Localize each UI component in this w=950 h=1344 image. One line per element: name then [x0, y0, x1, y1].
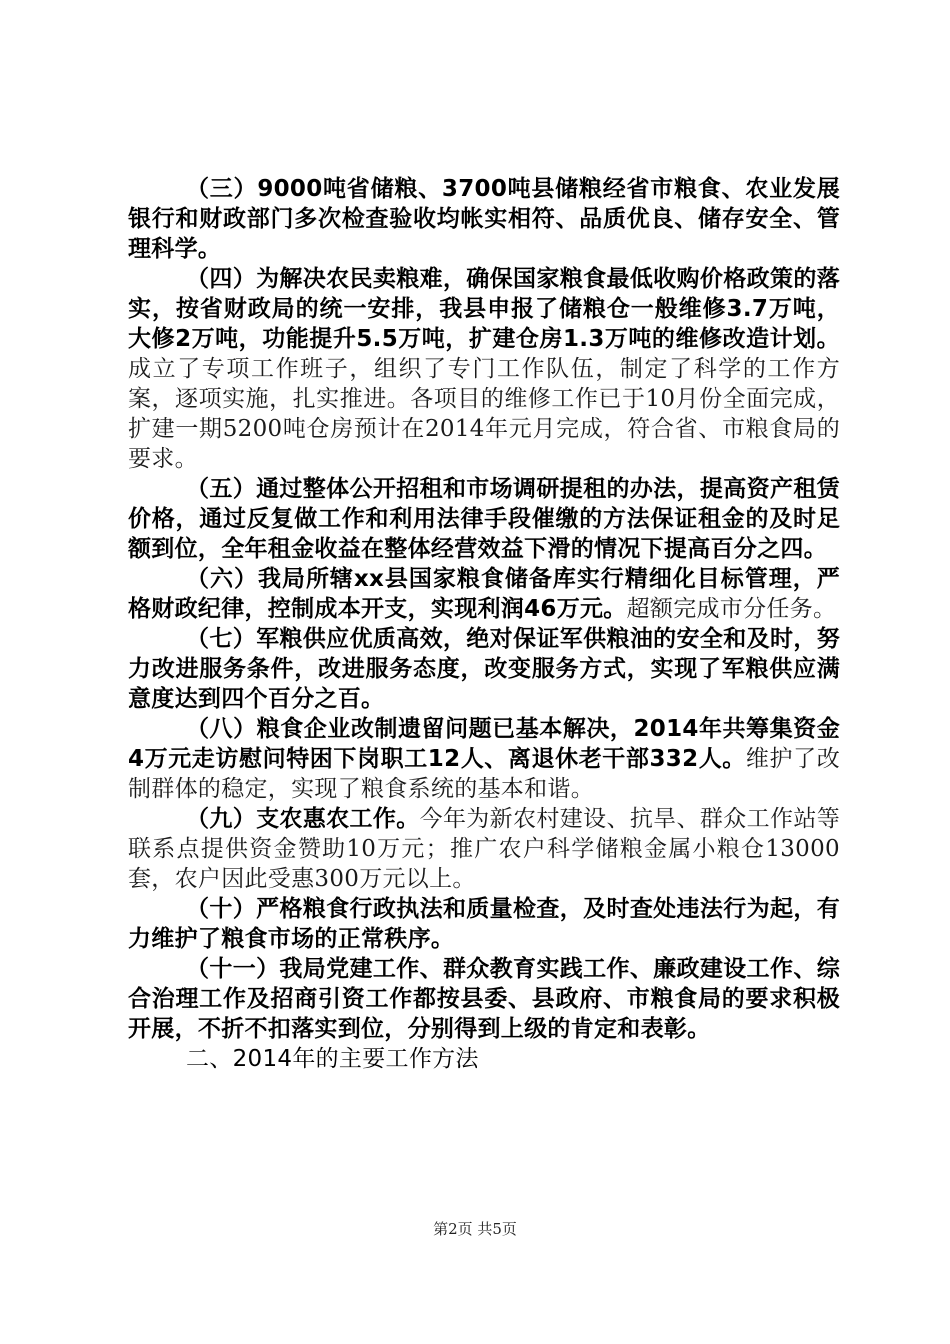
- paragraph-text: （七）军粮供应优质高效，绝对保证军供粮油的安全和及时，努力改进服务条件，改进服务态度，改变服务方式，实现了军粮供应满意度达到四个百分之百。: [128, 626, 840, 712]
- paragraph-text: （六）我局所辖xx县国家粮食储备库实行精细化目标管理，严格财政纪律，控制成本开支，实现利润46万元。: [128, 566, 840, 622]
- paragraph-item-7: [128, 624, 840, 714]
- paragraph-item-11: [128, 954, 840, 1044]
- paragraph-text: （五）通过整体公开招租和市场调研提租的办法，提高资产租赁价格，通过反复做工作和利用法律手段催缴的方法保证租金的及时足额到位，全年租金收益在整体经营效益下滑的情况下提高百分之四。: [128, 476, 840, 562]
- paragraph-text-light: 成立了专项工作班子，组织了专门工作队伍，制定了科学的工作方案，逐项实施，扎实推进。各项目的维修工作已于10月份全面完成，扩建一期5200吨仓房预计在2014年元月完成，符合省、市粮食局的要求。: [128, 356, 840, 472]
- document-body: [128, 174, 840, 1074]
- paragraph-item-10: [128, 894, 840, 954]
- page-footer: [0, 1218, 950, 1239]
- paragraph-text-light: 今年为新农村建设、抗旱、群众工作站等联系点提供资金赞助10万元；推广农户科学储粮金属小粮仓13000套，农户因此受惠300万元以上。: [128, 806, 840, 892]
- paragraph-text: （三）9000吨省储粮、3700吨县储粮经省市粮食、农业发展银行和财政部门多次检查验收均帐实相符、品质优良、储存安全、管理科学。: [128, 176, 840, 262]
- paragraph-item-3: [128, 174, 840, 264]
- paragraph-text: （十）严格粮食行政执法和质量检查，及时查处违法行为起，有力维护了粮食市场的正常秩序。: [128, 896, 840, 952]
- paragraph-text: （十一）我局党建工作、群众教育实践工作、廉政建设工作、综合治理工作及招商引资工作都按县委、县政府、市粮食局的要求积极开展，不折不扣落实到位，分别得到上级的肯定和表彰。: [128, 956, 840, 1042]
- paragraph-item-5: [128, 474, 840, 564]
- paragraph-text: （九）支农惠农工作。: [186, 806, 420, 832]
- paragraph-text: （四）为解决农民卖粮难，确保国家粮食最低收购价格政策的落实，按省财政局的统一安排，我县申报了储粮仓一般维修3.7万吨，大修2万吨，功能提升5.5万吨，扩建仓房1.3万吨的维修改造计划。: [128, 266, 840, 352]
- paragraph-text-light: 维护了改制群体的稳定，实现了粮食系统的基本和谐。: [128, 746, 841, 802]
- paragraph-text: （八）粮食企业改制遗留问题已基本解决，2014年共筹集资金4万元走访慰问特困下岗职工12人、离退休老干部332人。: [128, 716, 840, 772]
- paragraph-text-light: 超额完成市分任务。: [626, 596, 837, 622]
- paragraph-item-9: [128, 804, 840, 894]
- paragraph-item-8: [128, 714, 840, 804]
- paragraph-item-6: [128, 564, 840, 624]
- page-number-label: 第2页 共5页: [433, 1220, 517, 1238]
- section-heading: 二、2014年的主要工作方法: [186, 1046, 479, 1072]
- paragraph-item-4: [128, 264, 840, 474]
